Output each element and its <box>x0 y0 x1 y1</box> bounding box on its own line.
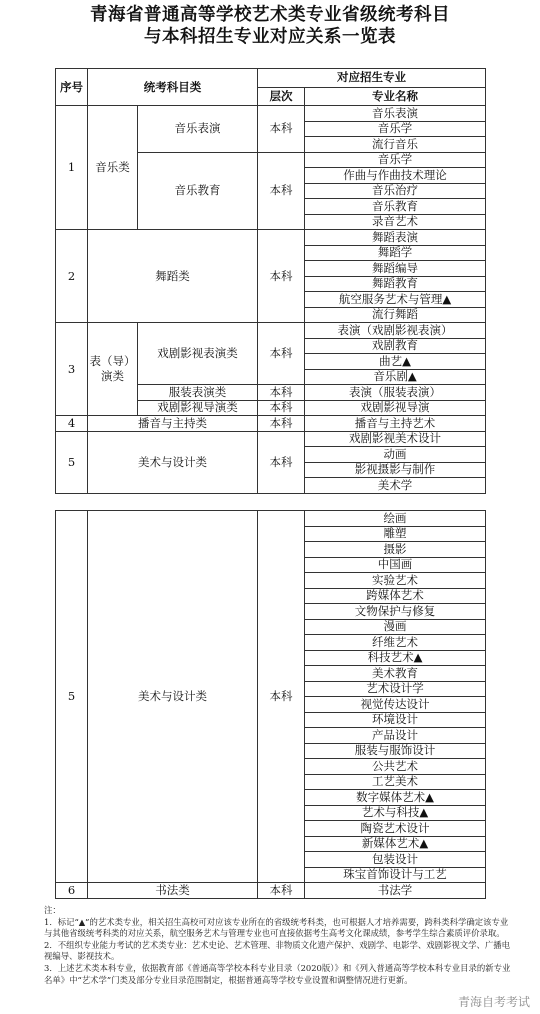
major-cell: 工艺美术 <box>305 774 486 790</box>
major-cell: 雕塑 <box>305 526 486 542</box>
footnotes <box>44 905 514 986</box>
header-major-group: 对应招生专业 <box>258 69 486 88</box>
major-cell: 戏剧教育 <box>305 338 486 354</box>
seq-cell: 3 <box>56 323 88 416</box>
major-cell: 舞蹈学 <box>305 245 486 261</box>
major-cell: 作曲与作曲技术理论 <box>305 168 486 184</box>
level-cell: 本科 <box>258 152 305 230</box>
major-cell: 音乐教育 <box>305 199 486 215</box>
major-cell: 音乐学 <box>305 121 486 137</box>
notes-label: 注： <box>44 905 61 915</box>
note-2: 2．不组织专业能力考试的艺术类专业：艺术史论、艺术管理、非物质文化遗产保护、戏剧学、电影学、戏剧影视文学、广播电视编导、影视技术。 <box>44 939 510 962</box>
major-cell: 戏剧影视美术设计 <box>305 431 486 447</box>
category-cell: 表（导）演类 <box>88 323 138 416</box>
major-cell: 书法学 <box>305 883 486 899</box>
major-cell: 中国画 <box>305 557 486 573</box>
major-cell: 视觉传达设计 <box>305 697 486 713</box>
level-cell: 本科 <box>258 400 305 416</box>
major-cell: 影视摄影与制作 <box>305 462 486 478</box>
major-cell: 新媒体艺术▲ <box>305 836 486 852</box>
correspondence-table-part-1 <box>55 68 486 494</box>
major-cell: 艺术与科技▲ <box>305 805 486 821</box>
note-3: 3．上述艺术类本科专业，依据教育部《普通高等学校本科专业目录（2020版）》和《列入普通高等学校本科专业目录的新专业名单》中“艺术学”门类及部分专业目录范围制定，根据普通高等学校专业设置和调整情况进行更新。 <box>44 962 511 985</box>
major-cell: 流行音乐 <box>305 137 486 153</box>
major-cell: 陶瓷艺术设计 <box>305 821 486 837</box>
seq-cell: 6 <box>56 883 88 899</box>
major-cell: 纤维艺术 <box>305 635 486 651</box>
note-1: 1．标记“▲”的艺术类专业，相关招生高校可对应该专业所在的省级统考科类，也可根据人才培养需要，跨科类科学确定该专业与其他省级统考科类的对应关系，航空服务艺术与管理专业也可直接依据考生高考文化课成绩，参考学生综合素质评价录取。 <box>44 916 509 939</box>
major-cell: 跨媒体艺术 <box>305 588 486 604</box>
level-cell: 本科 <box>258 385 305 401</box>
seq-cell: 2 <box>56 230 88 323</box>
major-cell: 录音艺术 <box>305 214 486 230</box>
category-cell: 美术与设计类 <box>88 511 258 883</box>
header-level: 层次 <box>258 87 305 106</box>
subcategory-cell: 音乐表演 <box>138 106 258 153</box>
level-cell: 本科 <box>258 511 305 883</box>
major-cell: 公共艺术 <box>305 759 486 775</box>
major-cell: 音乐学 <box>305 152 486 168</box>
level-cell: 本科 <box>258 431 305 493</box>
major-cell: 舞蹈编导 <box>305 261 486 277</box>
seq-cell: 5 <box>56 431 88 493</box>
level-cell: 本科 <box>258 883 305 899</box>
major-cell: 实验艺术 <box>305 573 486 589</box>
major-cell: 摄影 <box>305 542 486 558</box>
level-cell: 本科 <box>258 416 305 432</box>
subcategory-cell: 戏剧影视导演类 <box>138 400 258 416</box>
major-cell: 音乐治疗 <box>305 183 486 199</box>
major-cell: 产品设计 <box>305 728 486 744</box>
major-cell: 绘画 <box>305 511 486 527</box>
major-cell: 漫画 <box>305 619 486 635</box>
category-cell: 音乐类 <box>88 106 138 230</box>
major-cell: 舞蹈表演 <box>305 230 486 246</box>
header-major-name: 专业名称 <box>305 87 486 106</box>
category-cell: 舞蹈类 <box>88 230 258 323</box>
category-cell: 书法类 <box>88 883 258 899</box>
header-seq: 序号 <box>56 69 88 106</box>
watermark: 青海自考考试 <box>457 995 530 1009</box>
major-cell: 音乐剧▲ <box>305 369 486 385</box>
major-cell: 数字媒体艺术▲ <box>305 790 486 806</box>
header-exam-subject: 统考科目类 <box>88 69 258 106</box>
major-cell: 文物保护与修复 <box>305 604 486 620</box>
title-line-2: 与本科招生专业对应关系一览表 <box>144 27 396 47</box>
major-cell: 美术学 <box>305 478 486 494</box>
correspondence-table-part-2 <box>55 510 486 899</box>
title-line-1: 青海省普通高等学校艺术类专业省级统考科目 <box>90 5 450 25</box>
major-cell: 动画 <box>305 447 486 463</box>
major-cell: 播音与主持艺术 <box>305 416 486 432</box>
seq-cell: 4 <box>56 416 88 432</box>
major-cell: 美术教育 <box>305 666 486 682</box>
subcategory-cell: 服装表演类 <box>138 385 258 401</box>
major-cell: 环境设计 <box>305 712 486 728</box>
level-cell: 本科 <box>258 106 305 153</box>
major-cell: 戏剧影视导演 <box>305 400 486 416</box>
major-cell: 舞蹈教育 <box>305 276 486 292</box>
subcategory-cell: 音乐教育 <box>138 152 258 230</box>
major-cell: 服装与服饰设计 <box>305 743 486 759</box>
level-cell: 本科 <box>258 323 305 385</box>
level-cell: 本科 <box>258 230 305 323</box>
seq-cell: 5 <box>56 511 88 883</box>
major-cell: 曲艺▲ <box>305 354 486 370</box>
major-cell: 音乐表演 <box>305 106 486 122</box>
major-cell: 包装设计 <box>305 852 486 868</box>
category-cell: 美术与设计类 <box>88 431 258 493</box>
page-title <box>0 4 540 48</box>
major-cell: 科技艺术▲ <box>305 650 486 666</box>
major-cell: 航空服务艺术与管理▲ <box>305 292 486 308</box>
subcategory-cell: 戏剧影视表演类 <box>138 323 258 385</box>
category-cell: 播音与主持类 <box>88 416 258 432</box>
major-cell: 表演（戏剧影视表演） <box>305 323 486 339</box>
seq-cell: 1 <box>56 106 88 230</box>
major-cell: 流行舞蹈 <box>305 307 486 323</box>
major-cell: 表演（服装表演） <box>305 385 486 401</box>
major-cell: 艺术设计学 <box>305 681 486 697</box>
major-cell: 珠宝首饰设计与工艺 <box>305 867 486 883</box>
